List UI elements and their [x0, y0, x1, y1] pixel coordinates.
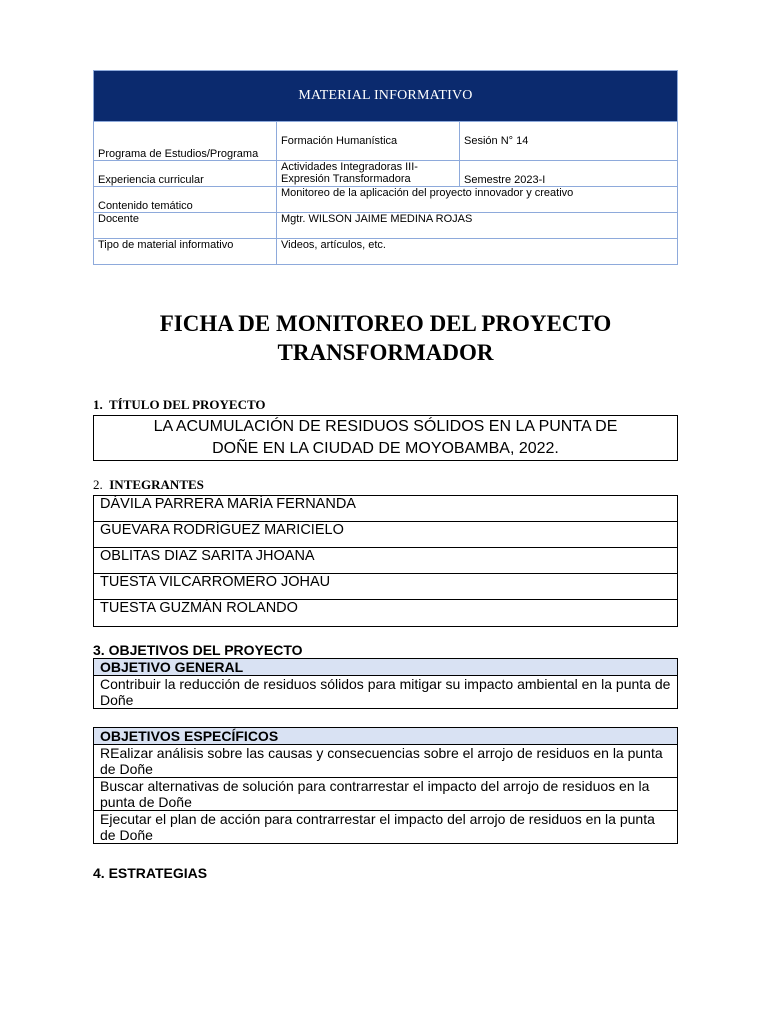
info-table: [93, 70, 678, 265]
info-banner: MATERIAL INFORMATIVO: [94, 71, 678, 122]
info-value-docente: Mgtr. WILSON JAIME MEDINA ROJAS: [277, 213, 678, 239]
info-semester: Semestre 2023-I: [460, 161, 678, 187]
specific-objective: REalizar análisis sobre las causas y consecuencias sobre el arrojo de residuos en la punta de Doñe: [94, 745, 678, 778]
info-label-contenido: Contenido temático: [94, 187, 277, 213]
section1-title: TÍTULO DEL PROYECTO: [109, 397, 266, 412]
general-objective-text: Contribuir la reducción de residuos sólidos para mitigar su impacto ambiental en la punta de Doñe: [94, 676, 678, 709]
info-value-tipo: Videos, artículos, etc.: [277, 239, 678, 265]
general-objective-table: [93, 658, 678, 709]
member-row: TUESTA VILCARROMERO JOHAU: [94, 574, 677, 600]
section2-heading: [93, 477, 204, 493]
info-label-experiencia: Experiencia curricular: [94, 161, 277, 187]
info-value-experiencia: Actividades Integradoras III- Expresión Transformadora: [277, 161, 460, 187]
info-label-docente: Docente: [94, 213, 277, 239]
project-title-box: [93, 415, 678, 461]
member-row: TUESTA GUZMÁN ROLANDO: [100, 600, 298, 616]
page-title-line1: FICHA DE MONITOREO DEL PROYECTO: [159, 311, 612, 336]
section2-number: 2.: [93, 477, 103, 492]
page-title-line2: TRANSFORMADOR: [277, 340, 494, 365]
specific-objectives-label: OBJETIVOS ESPECÍFICOS: [94, 728, 678, 745]
section2-title: INTEGRANTES: [109, 477, 204, 492]
project-title-line2: DOÑE EN LA CIUDAD DE MOYOBAMBA, 2022.: [212, 440, 559, 457]
specific-objectives-table: [93, 727, 678, 844]
specific-objective: Ejecutar el plan de acción para contrarrestar el impacto del arrojo de residuos en la punta de Doñe: [94, 811, 678, 844]
section3-heading: 3. OBJETIVOS DEL PROYECTO: [93, 642, 303, 658]
info-session: Sesión N° 14: [460, 122, 678, 161]
info-label-programa: Programa de Estudios/Programa: [94, 122, 277, 161]
info-value-programa: Formación Humanística: [277, 122, 460, 161]
info-value-contenido: Monitoreo de la aplicación del proyecto innovador y creativo: [277, 187, 678, 213]
specific-objective: Buscar alternativas de solución para contrarrestar el impacto del arrojo de residuos en la punta de Doñe: [94, 778, 678, 811]
info-label-tipo: Tipo de material informativo: [94, 239, 277, 265]
general-objective-label: OBJETIVO GENERAL: [94, 659, 678, 676]
member-row: DÁVILA PARRERA MARÍA FERNANDA: [94, 496, 677, 522]
section4-heading: 4. ESTRATEGIAS: [93, 865, 208, 881]
section1-number: 1.: [93, 397, 103, 412]
page-title: [93, 309, 678, 367]
member-row: GUEVARA RODRÍGUEZ MARICIELO: [94, 522, 677, 548]
members-table: [93, 495, 678, 627]
section1-heading: [93, 397, 266, 413]
member-row: OBLITAS DIAZ SARITA JHOANA: [94, 548, 677, 574]
project-title-line1: LA ACUMULACIÓN DE RESIDUOS SÓLIDOS EN LA PUNTA DE: [153, 418, 618, 435]
